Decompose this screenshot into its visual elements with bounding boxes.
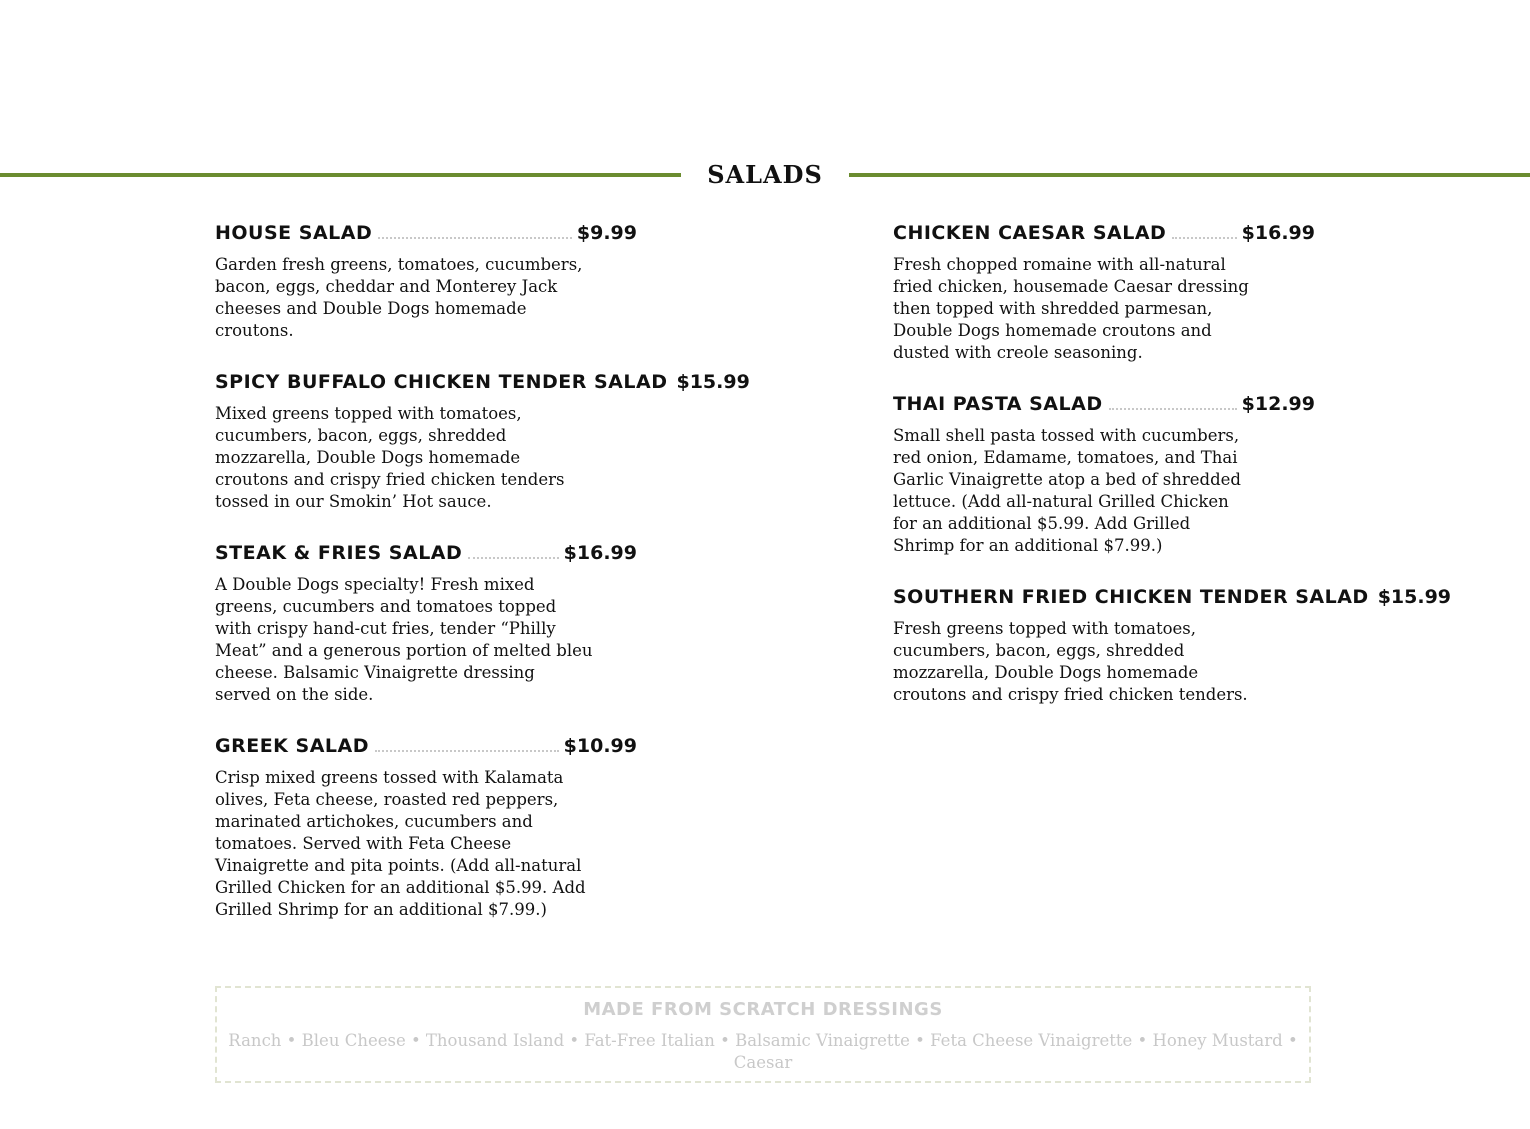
menu-item-name: SOUTHERN FRIED CHICKEN TENDER SALAD <box>893 586 1369 608</box>
menu-item <box>893 582 1473 706</box>
menu-column-right <box>893 218 1473 726</box>
menu-item-price: $12.99 <box>1241 393 1315 415</box>
menu-item-header <box>215 731 637 761</box>
dot-leader <box>468 557 558 559</box>
header-rule-left <box>0 173 681 177</box>
section-title: salads <box>707 152 823 192</box>
dot-leader <box>378 237 572 239</box>
menu-item-description: Fresh chopped romaine with all-natural fried chicken, housemade Caesar dressing then topped with shredded parmesan, Double Dogs homemade croutons and dusted with creole seasoning. <box>893 255 1249 362</box>
menu-item-description: Crisp mixed greens tossed with Kalamata olives, Feta cheese, roasted red peppers, marinated artichokes, cucumbers and tomatoes. Served with Feta Cheese Vinaigrette and pita points. (Add all-natural Grilled Chicken for an additional $5.99. Add Grilled Shrimp for an additional $7.99.) <box>215 768 586 919</box>
menu-item-price: $15.99 <box>1377 586 1452 608</box>
menu-item-header <box>893 218 1315 248</box>
menu-item <box>215 731 637 921</box>
menu-item <box>893 389 1315 557</box>
menu-item-header <box>215 367 775 397</box>
menu-item-name: THAI PASTA SALAD <box>893 393 1103 415</box>
menu-item-price: $16.99 <box>563 542 637 564</box>
menu-item-name: CHICKEN CAESAR SALAD <box>893 222 1167 244</box>
dressings-list: Ranch • Bleu Cheese • Thousand Island • Fat-Free Italian • Balsamic Vinaigrette • Feta Cheese Vinaigrette • Honey Mustard • Caesar <box>228 1031 1298 1072</box>
menu-item-description: Garden fresh greens, tomatoes, cucumbers, bacon, eggs, cheddar and Monterey Jack cheeses and Double Dogs homemade croutons. <box>215 255 583 340</box>
menu-item-name: STEAK & FRIES SALAD <box>215 542 463 564</box>
menu-item-description: Small shell pasta tossed with cucumbers, red onion, Edamame, tomatoes, and Thai Garlic Vinaigrette atop a bed of shredded lettuce. (Add all-natural Grilled Chicken for an additional $5.99. Add Grilled Shrimp for an additional $7.99.) <box>893 426 1241 555</box>
section-header <box>0 148 1530 198</box>
menu-item-header <box>215 218 637 248</box>
menu-item-price: $10.99 <box>563 735 637 757</box>
dot-leader <box>1172 237 1236 239</box>
menu-item-description: Fresh greens topped with tomatoes, cucumbers, bacon, eggs, shredded mozzarella, Double Dogs homemade croutons and crispy fried chicken tenders. <box>893 619 1248 704</box>
dressings-box <box>215 986 1311 1083</box>
menu-item <box>215 367 775 513</box>
menu-item <box>215 538 637 706</box>
dressings-title: MADE FROM SCRATCH DRESSINGS <box>583 999 943 1020</box>
dot-leader <box>1109 408 1237 410</box>
menu-item-price: $16.99 <box>1241 222 1315 244</box>
menu-item-name: HOUSE SALAD <box>215 222 373 244</box>
dot-leader <box>375 750 559 752</box>
header-rule-right <box>849 173 1530 177</box>
menu-item-price: $15.99 <box>676 371 750 393</box>
menu-item-price: $9.99 <box>576 222 637 244</box>
menu-item-header <box>893 582 1473 612</box>
menu-item-name: SPICY BUFFALO CHICKEN TENDER SALAD <box>215 371 668 393</box>
menu-item-name: GREEK SALAD <box>215 735 369 757</box>
menu-item-header <box>893 389 1315 419</box>
menu-item-header <box>215 538 637 568</box>
menu-item-description: Mixed greens topped with tomatoes, cucumbers, bacon, eggs, shredded mozzarella, Double Dogs homemade croutons and crispy fried chicken tenders tossed in our Smokin’ Hot sauce. <box>215 404 565 511</box>
menu-item-description: A Double Dogs specialty! Fresh mixed greens, cucumbers and tomatoes topped with crispy hand-cut fries, tender “Philly Meat” and a generous portion of melted bleu cheese. Balsamic Vinaigrette dressing served on the side. <box>215 575 593 704</box>
menu-item <box>215 218 637 342</box>
menu-item <box>893 218 1315 364</box>
menu-column-left <box>215 218 775 941</box>
